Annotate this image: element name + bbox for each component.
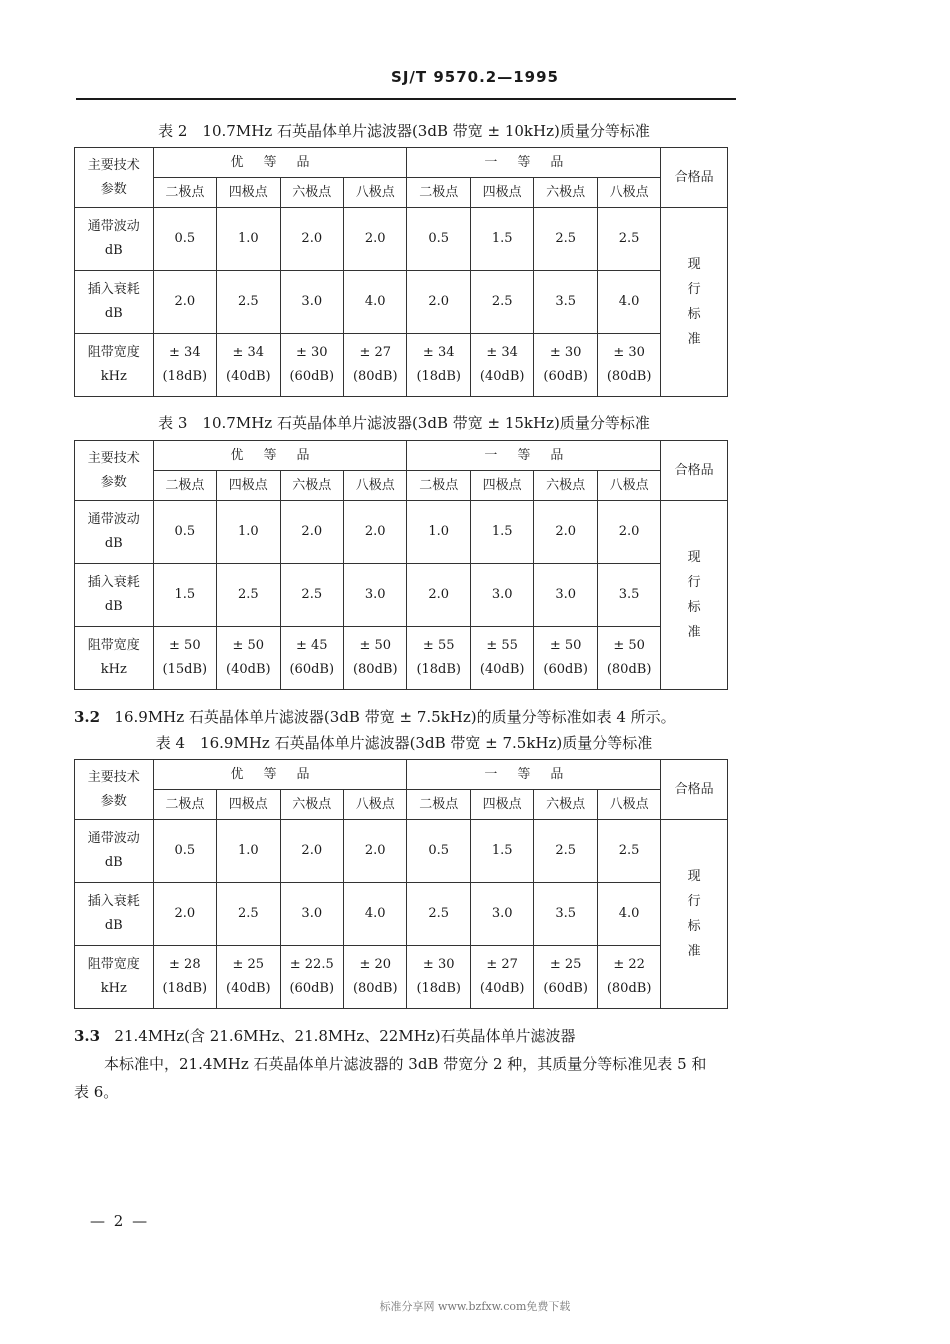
value-cell: 2.0 xyxy=(534,501,597,564)
pole-header-cell: 二极点 xyxy=(153,790,216,820)
table-row xyxy=(75,271,728,334)
table-row xyxy=(75,334,728,397)
value-cell: ± 30 (80dB) xyxy=(597,334,660,397)
value-cell: 2.5 xyxy=(280,564,343,627)
first-grade-header: 一等品 xyxy=(407,760,661,790)
pole-header-cell: 二极点 xyxy=(153,471,216,501)
pole-header-cell: 四极点 xyxy=(470,471,533,501)
section-3-2-text: 16.9MHz 石英晶体单片滤波器(3dB 带宽 ± 7.5kHz)的质量分等标准如表 4 所示。 xyxy=(114,708,676,726)
header-rule xyxy=(76,98,736,100)
value-cell: 2.5 xyxy=(534,820,597,883)
quality-table-2 xyxy=(74,147,728,397)
value-cell: 0.5 xyxy=(153,208,216,271)
table-row xyxy=(75,501,728,564)
pole-header-cell: 八极点 xyxy=(344,471,407,501)
value-cell: 3.0 xyxy=(534,564,597,627)
value-cell: 2.5 xyxy=(597,820,660,883)
value-cell: 2.5 xyxy=(597,208,660,271)
pole-header-cell: 八极点 xyxy=(597,471,660,501)
pole-header-cell: 六极点 xyxy=(534,178,597,208)
value-cell: ± 22.5 (60dB) xyxy=(280,946,343,1009)
table-row xyxy=(75,946,728,1009)
header-row xyxy=(75,148,728,178)
standard-code-header: SJ/T 9570.2—1995 xyxy=(391,68,559,86)
pole-header-cell: 六极点 xyxy=(534,471,597,501)
value-cell: ± 30 (60dB) xyxy=(280,334,343,397)
header-row xyxy=(75,760,728,790)
value-cell: ± 50 (15dB) xyxy=(153,627,216,690)
table-2-caption: 表 2 10.7MHz 石英晶体单片滤波器(3dB 带宽 ± 10kHz)质量分等标准 xyxy=(158,122,650,140)
excellent-grade-header: 优等品 xyxy=(153,148,407,178)
value-cell: 2.0 xyxy=(280,501,343,564)
param-header-cell: 主要技术参数 xyxy=(75,441,154,501)
poles-row xyxy=(75,178,728,208)
excellent-grade-header: 优等品 xyxy=(153,760,407,790)
value-cell: 3.0 xyxy=(470,883,533,946)
qualified-grade-header: 合格品 xyxy=(661,760,728,820)
value-cell: 4.0 xyxy=(597,883,660,946)
value-cell: 1.5 xyxy=(470,501,533,564)
value-cell: ± 25 (40dB) xyxy=(217,946,280,1009)
value-cell: 2.5 xyxy=(217,564,280,627)
table-row xyxy=(75,627,728,690)
value-cell: ± 27 (40dB) xyxy=(470,946,533,1009)
value-cell: ± 55 (18dB) xyxy=(407,627,470,690)
watermark: 标准分享网 www.bzfxw.com免费下载 xyxy=(379,1300,571,1313)
pole-header-cell: 六极点 xyxy=(534,790,597,820)
row-label-cell: 通带波动 dB xyxy=(75,501,154,564)
value-cell: 2.0 xyxy=(153,271,216,334)
section-3-3 xyxy=(74,1025,576,1046)
pole-header-cell: 八极点 xyxy=(344,790,407,820)
value-cell: 3.0 xyxy=(280,271,343,334)
value-cell: 1.5 xyxy=(153,564,216,627)
value-cell: 2.5 xyxy=(470,271,533,334)
pole-header-cell: 二极点 xyxy=(407,471,470,501)
pole-header-cell: 二极点 xyxy=(407,178,470,208)
body-paragraph-line-2: 表 6。 xyxy=(74,1083,119,1101)
value-cell: 4.0 xyxy=(344,271,407,334)
pole-header-cell: 六极点 xyxy=(280,790,343,820)
row-label-cell: 插入衰耗 dB xyxy=(75,883,154,946)
table-row xyxy=(75,208,728,271)
row-label-cell: 阻带宽度 kHz xyxy=(75,334,154,397)
value-cell: 2.0 xyxy=(344,501,407,564)
value-cell: 1.0 xyxy=(217,820,280,883)
table-row xyxy=(75,883,728,946)
poles-row xyxy=(75,471,728,501)
header-row xyxy=(75,441,728,471)
qualified-standard-cell: 现行标准 xyxy=(661,501,728,690)
pole-header-cell: 四极点 xyxy=(217,471,280,501)
section-3-2-number: 3.2 xyxy=(74,708,101,726)
pole-header-cell: 四极点 xyxy=(217,178,280,208)
row-label-cell: 阻带宽度 kHz xyxy=(75,946,154,1009)
row-label-cell: 插入衰耗 dB xyxy=(75,564,154,627)
pole-header-cell: 六极点 xyxy=(280,178,343,208)
value-cell: 0.5 xyxy=(153,820,216,883)
section-3-2 xyxy=(74,706,676,727)
value-cell: ± 55 (40dB) xyxy=(470,627,533,690)
value-cell: ± 20 (80dB) xyxy=(344,946,407,1009)
value-cell: 2.0 xyxy=(280,820,343,883)
qualified-grade-header: 合格品 xyxy=(661,148,728,208)
value-cell: 1.5 xyxy=(470,208,533,271)
poles-row xyxy=(75,790,728,820)
value-cell: ± 34 (18dB) xyxy=(407,334,470,397)
value-cell: ± 22 (80dB) xyxy=(597,946,660,1009)
first-grade-header: 一等品 xyxy=(407,148,661,178)
value-cell: ± 27 (80dB) xyxy=(344,334,407,397)
qualified-standard-cell: 现行标准 xyxy=(661,208,728,397)
pole-header-cell: 八极点 xyxy=(597,178,660,208)
section-3-3-number: 3.3 xyxy=(74,1027,101,1045)
value-cell: ± 50 (80dB) xyxy=(344,627,407,690)
table-row xyxy=(75,820,728,883)
param-header-cell: 主要技术参数 xyxy=(75,148,154,208)
table-3-caption: 表 3 10.7MHz 石英晶体单片滤波器(3dB 带宽 ± 15kHz)质量分等标准 xyxy=(158,414,650,432)
value-cell: 2.5 xyxy=(217,883,280,946)
table-row xyxy=(75,564,728,627)
value-cell: ± 30 (60dB) xyxy=(534,334,597,397)
value-cell: ± 34 (40dB) xyxy=(217,334,280,397)
first-grade-header: 一等品 xyxy=(407,441,661,471)
row-label-cell: 插入衰耗 dB xyxy=(75,271,154,334)
value-cell: ± 28 (18dB) xyxy=(153,946,216,1009)
excellent-grade-header: 优等品 xyxy=(153,441,407,471)
value-cell: 2.0 xyxy=(153,883,216,946)
value-cell: ± 34 (40dB) xyxy=(470,334,533,397)
pole-header-cell: 八极点 xyxy=(597,790,660,820)
param-header-cell: 主要技术参数 xyxy=(75,760,154,820)
value-cell: 2.0 xyxy=(344,820,407,883)
value-cell: 0.5 xyxy=(407,820,470,883)
body-paragraph-line-1: 本标准中，21.4MHz 石英晶体单片滤波器的 3dB 带宽分 2 种，其质量分等标准见表 5 和 xyxy=(104,1055,707,1073)
value-cell: 3.0 xyxy=(470,564,533,627)
value-cell: 1.0 xyxy=(217,208,280,271)
quality-table-3 xyxy=(74,440,728,690)
pole-header-cell: 四极点 xyxy=(217,790,280,820)
row-label-cell: 通带波动 dB xyxy=(75,820,154,883)
quality-table-4 xyxy=(74,759,728,1009)
value-cell: 4.0 xyxy=(344,883,407,946)
section-3-3-title: 21.4MHz(含 21.6MHz、21.8MHz、22MHz)石英晶体单片滤波器 xyxy=(114,1027,576,1045)
pole-header-cell: 二极点 xyxy=(407,790,470,820)
row-label-cell: 通带波动 dB xyxy=(75,208,154,271)
value-cell: 2.0 xyxy=(407,271,470,334)
value-cell: 1.0 xyxy=(217,501,280,564)
value-cell: 1.0 xyxy=(407,501,470,564)
table-4-caption: 表 4 16.9MHz 石英晶体单片滤波器(3dB 带宽 ± 7.5kHz)质量分等标准 xyxy=(155,734,653,752)
value-cell: ± 34 (18dB) xyxy=(153,334,216,397)
value-cell: ± 50 (80dB) xyxy=(597,627,660,690)
value-cell: 2.0 xyxy=(344,208,407,271)
row-label-cell: 阻带宽度 kHz xyxy=(75,627,154,690)
value-cell: 3.0 xyxy=(280,883,343,946)
pole-header-cell: 八极点 xyxy=(344,178,407,208)
value-cell: ± 50 (40dB) xyxy=(217,627,280,690)
value-cell: 1.5 xyxy=(470,820,533,883)
value-cell: 3.5 xyxy=(534,271,597,334)
pole-header-cell: 六极点 xyxy=(280,471,343,501)
value-cell: 2.5 xyxy=(407,883,470,946)
value-cell: ± 25 (60dB) xyxy=(534,946,597,1009)
page-number: — 2 — xyxy=(90,1212,150,1230)
pole-header-cell: 二极点 xyxy=(153,178,216,208)
value-cell: ± 30 (18dB) xyxy=(407,946,470,1009)
value-cell: 4.0 xyxy=(597,271,660,334)
pole-header-cell: 四极点 xyxy=(470,178,533,208)
value-cell: 2.0 xyxy=(280,208,343,271)
value-cell: 0.5 xyxy=(153,501,216,564)
value-cell: 3.5 xyxy=(534,883,597,946)
value-cell: 0.5 xyxy=(407,208,470,271)
value-cell: ± 45 (60dB) xyxy=(280,627,343,690)
value-cell: 3.0 xyxy=(344,564,407,627)
value-cell: 2.5 xyxy=(534,208,597,271)
value-cell: 3.5 xyxy=(597,564,660,627)
pole-header-cell: 四极点 xyxy=(470,790,533,820)
qualified-grade-header: 合格品 xyxy=(661,441,728,501)
qualified-standard-cell: 现行标准 xyxy=(661,820,728,1009)
value-cell: 2.0 xyxy=(407,564,470,627)
value-cell: 2.0 xyxy=(597,501,660,564)
value-cell: ± 50 (60dB) xyxy=(534,627,597,690)
value-cell: 2.5 xyxy=(217,271,280,334)
